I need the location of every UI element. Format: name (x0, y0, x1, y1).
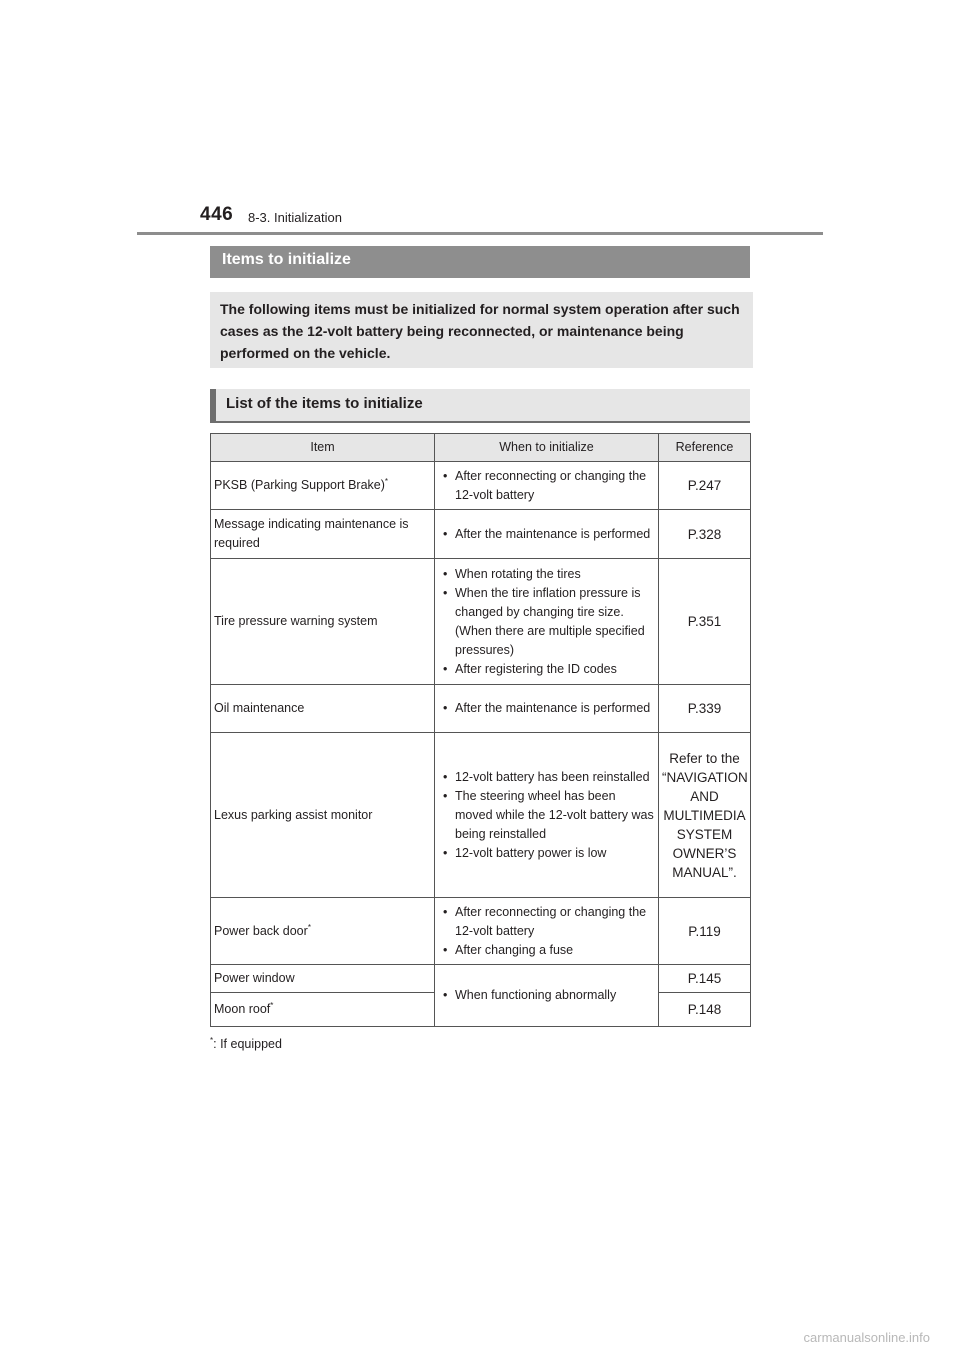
item-cell (211, 510, 435, 559)
header-divider (137, 232, 823, 235)
table-header-row (211, 434, 751, 462)
item-cell (211, 559, 435, 685)
item-name: Message indicating maintenance is required (214, 517, 409, 550)
when-cell (435, 510, 659, 559)
footnote (210, 1036, 282, 1051)
list-heading-rule (210, 421, 750, 423)
item-cell (211, 733, 435, 898)
footnote-text: : If equipped (213, 1037, 282, 1052)
table-row (211, 965, 751, 993)
item-cell (211, 462, 435, 510)
section-title: Items to initialize (222, 251, 351, 268)
reference-cell: P.148 (659, 993, 751, 1027)
when-cell (435, 733, 659, 898)
reference-cell: P.119 (659, 898, 751, 965)
item-name: Oil maintenance (214, 701, 305, 715)
when-cell (435, 462, 659, 510)
list-heading (210, 389, 750, 421)
item-cell (211, 898, 435, 965)
item-name: Power back door (214, 923, 308, 938)
initialize-table (210, 433, 751, 1027)
item-cell (211, 685, 435, 733)
reference-cell: P.339 (659, 685, 751, 733)
table-row (211, 510, 751, 559)
item-name: Lexus parking assist monitor (214, 807, 373, 822)
table-row (211, 559, 751, 685)
when-item: • When rotating the tires (441, 565, 655, 584)
item-cell (211, 965, 435, 993)
when-cell (435, 965, 659, 1027)
footnote-marker: * (307, 922, 311, 932)
page-number: 446 (200, 204, 234, 225)
when-item: • After reconnecting or changing the 12-volt battery (441, 903, 655, 941)
table-row (211, 898, 751, 965)
table-row (211, 462, 751, 510)
when-cell (435, 898, 659, 965)
column-header-when: When to initialize (435, 434, 659, 462)
footnote-mark: * (210, 1036, 214, 1045)
item-name: PKSB (Parking Support Brake) (214, 478, 385, 492)
section-title-bar (210, 246, 750, 278)
table-row (211, 733, 751, 898)
footnote-marker: * (270, 1000, 274, 1010)
reference-cell: P.247 (659, 462, 751, 510)
item-name: Moon roof (214, 1002, 271, 1016)
item-cell (211, 993, 435, 1027)
when-item: • After changing a fuse (441, 941, 655, 960)
when-item: • After the maintenance is performed (441, 525, 655, 544)
item-name: Tire pressure warning system (214, 614, 378, 628)
item-name: Power window (214, 971, 295, 985)
column-header-reference: Reference (659, 434, 751, 462)
reference-cell: P.351 (659, 559, 751, 685)
section-label: 8-3. Initialization (248, 210, 342, 225)
footnote-marker: * (384, 476, 389, 486)
when-item: • 12-volt battery has been reinstalled (441, 768, 655, 787)
table-row (211, 685, 751, 733)
when-item: • When the tire inflation pressure is changed by changing tire size. (When there are multiple specified pressures) (441, 584, 655, 660)
when-cell (435, 685, 659, 733)
when-item: • 12-volt battery power is low (441, 844, 655, 863)
reference-cell: P.145 (659, 965, 751, 993)
when-item: • After reconnecting or changing the 12-volt battery (441, 467, 655, 505)
intro-text: The following items must be initialized for normal system operation after such cases as the 12-volt battery being reconnected, or maintenance being performed on the vehicle. (220, 301, 740, 361)
when-item: • The steering wheel has been moved while the 12-volt battery was being reinstalled (441, 787, 655, 844)
when-item: • After the maintenance is performed (441, 699, 655, 718)
column-header-item: Item (211, 434, 435, 462)
when-cell (435, 559, 659, 685)
when-item: • When functioning abnormally (441, 986, 655, 1005)
reference-cell: P.328 (659, 510, 751, 559)
reference-cell: Refer to the “NAVIGATION AND MULTIMEDIA SYSTEM OWNER’S MANUAL”. (659, 733, 751, 898)
when-item: • After registering the ID codes (441, 660, 655, 679)
watermark: carmanualsonline.info (803, 1330, 930, 1345)
intro-box (210, 292, 753, 368)
list-heading-text: List of the items to initialize (226, 395, 423, 412)
